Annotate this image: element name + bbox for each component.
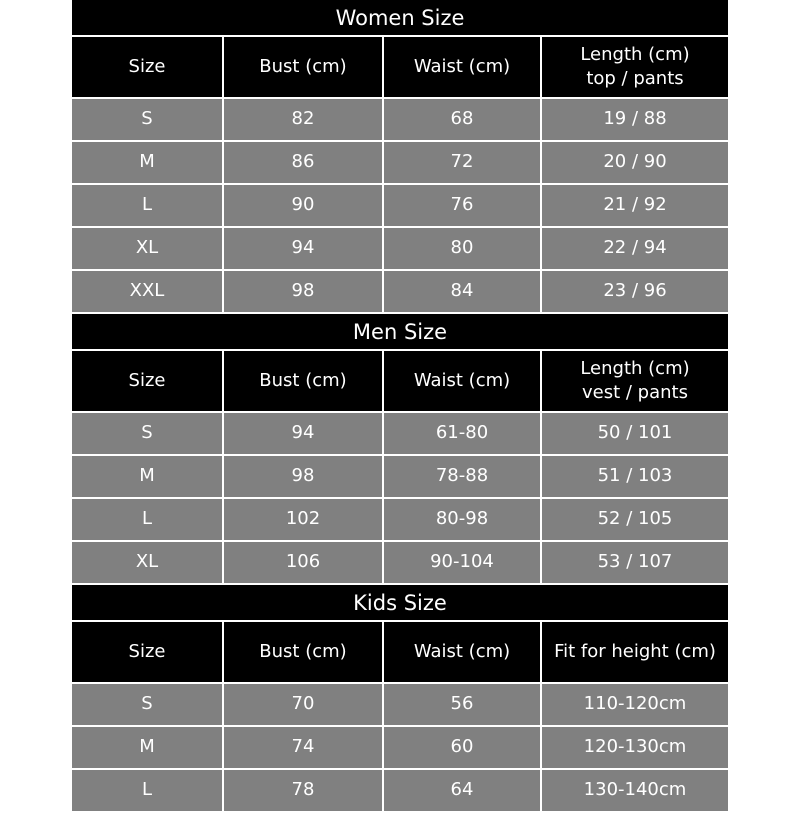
- size-section: [72, 585, 728, 813]
- table-row: [72, 499, 728, 542]
- table-cell: 64: [384, 770, 542, 811]
- column-header: Size: [72, 37, 224, 97]
- table-cell: XL: [72, 228, 224, 269]
- table-cell: 110-120cm: [583, 693, 687, 715]
- table-cell: 20 / 90: [603, 151, 667, 173]
- table-row: [72, 271, 728, 314]
- size-chart: [72, 0, 728, 813]
- table-cell: L: [72, 770, 224, 811]
- column-header-stack: [580, 357, 689, 406]
- column-header: Waist (cm): [384, 351, 542, 411]
- table-cell: M: [72, 142, 224, 183]
- table-cell: S: [72, 684, 224, 725]
- column-header: Size: [72, 351, 224, 411]
- table-cell: 82: [224, 99, 384, 140]
- table-cell: 51 / 103: [597, 465, 673, 487]
- table-row: [72, 185, 728, 228]
- table-row: [72, 542, 728, 585]
- table-cell: 53 / 107: [597, 551, 673, 573]
- table-cell: 90-104: [384, 542, 542, 583]
- table-cell: 78-88: [384, 456, 542, 497]
- column-header: Bust (cm): [224, 37, 384, 97]
- table-cell: 98: [224, 456, 384, 497]
- table-cell: 86: [224, 142, 384, 183]
- size-section: [72, 0, 728, 314]
- table-cell: 94: [224, 413, 384, 454]
- table-cell: XXL: [72, 271, 224, 312]
- column-header: [542, 351, 728, 411]
- column-header: Fit for height (cm): [554, 640, 716, 662]
- table-row: [72, 727, 728, 770]
- table-cell: M: [72, 727, 224, 768]
- table-cell: 21 / 92: [603, 194, 667, 216]
- table-cell: 23 / 96: [603, 280, 667, 302]
- column-header: [542, 37, 728, 97]
- table-cell: 78: [224, 770, 384, 811]
- table-row: [72, 228, 728, 271]
- column-header-label: Length (cm): [580, 357, 690, 379]
- table-cell: 80: [384, 228, 542, 269]
- table-cell: 80-98: [384, 499, 542, 540]
- table-cell: 56: [384, 684, 542, 725]
- table-cell: 130-140cm: [583, 779, 687, 801]
- table-cell: 106: [224, 542, 384, 583]
- table-cell: 19 / 88: [603, 108, 667, 130]
- table-cell: 74: [224, 727, 384, 768]
- table-cell: 102: [224, 499, 384, 540]
- table-cell: 76: [384, 185, 542, 226]
- column-header: Size: [72, 622, 224, 682]
- table-cell: S: [72, 413, 224, 454]
- table-cell: 94: [224, 228, 384, 269]
- section-title: Kids Size: [72, 585, 728, 622]
- table-row: [72, 456, 728, 499]
- table-cell: 60: [384, 727, 542, 768]
- table-cell: 84: [384, 271, 542, 312]
- header-row: [72, 351, 728, 413]
- column-header: Bust (cm): [224, 351, 384, 411]
- section-title: Women Size: [72, 0, 728, 37]
- column-header-label: Length (cm): [580, 43, 690, 65]
- header-row: [72, 622, 728, 684]
- table-cell: 70: [224, 684, 384, 725]
- column-header-sublabel: top / pants: [586, 68, 684, 89]
- table-cell: S: [72, 99, 224, 140]
- table-cell: XL: [72, 542, 224, 583]
- size-section: [72, 314, 728, 585]
- table-row: [72, 770, 728, 813]
- table-cell: 68: [384, 99, 542, 140]
- table-cell: 22 / 94: [603, 237, 667, 259]
- column-header: Bust (cm): [224, 622, 384, 682]
- table-cell: M: [72, 456, 224, 497]
- table-cell: 98: [224, 271, 384, 312]
- table-cell: 61-80: [384, 413, 542, 454]
- table-row: [72, 142, 728, 185]
- table-row: [72, 99, 728, 142]
- table-cell: L: [72, 185, 224, 226]
- header-row: [72, 37, 728, 99]
- table-cell: 50 / 101: [597, 422, 673, 444]
- column-header: Waist (cm): [384, 622, 542, 682]
- table-cell: 72: [384, 142, 542, 183]
- table-cell: L: [72, 499, 224, 540]
- section-title: Men Size: [72, 314, 728, 351]
- table-cell: 120-130cm: [583, 736, 687, 758]
- table-cell: 52 / 105: [597, 508, 673, 530]
- table-row: [72, 684, 728, 727]
- column-header-sublabel: vest / pants: [582, 382, 688, 403]
- column-header: Waist (cm): [384, 37, 542, 97]
- column-header-stack: [580, 43, 689, 92]
- table-row: [72, 413, 728, 456]
- table-cell: 90: [224, 185, 384, 226]
